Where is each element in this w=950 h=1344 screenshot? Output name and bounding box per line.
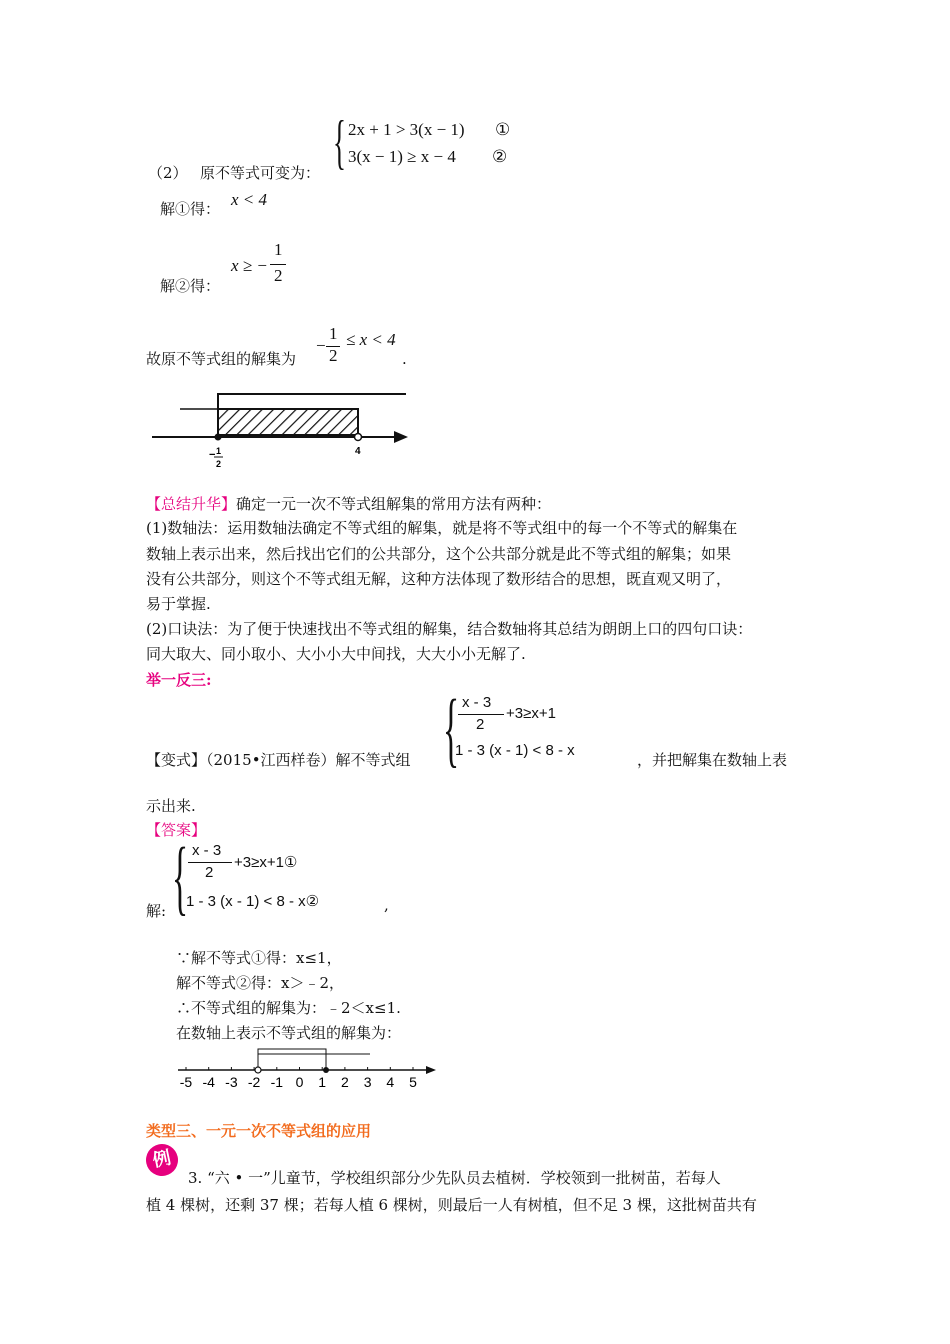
conclusion-numerator: 1 (329, 324, 338, 343)
solution-numerator: x - 3 (192, 842, 222, 859)
tick-label: 0 (295, 1074, 304, 1090)
answer-tag: 【答案】 (146, 821, 207, 839)
tick-label: 4 (386, 1074, 395, 1090)
solve-1-label: 解①得： (160, 200, 221, 218)
solution-fraction-bar (188, 862, 232, 863)
summary-block (146, 493, 551, 514)
tick-label: -3 (225, 1074, 238, 1090)
summary-tag: 【总结升华】 (146, 495, 237, 513)
solution-hatch-region (218, 409, 358, 435)
conclusion-label: 故原不等式组的解集为 (146, 350, 297, 368)
tick-label: -1 (270, 1074, 284, 1090)
conclusion-denominator: 2 (329, 346, 338, 365)
conclusion-period: . (402, 350, 407, 368)
system-brace: { (333, 109, 346, 175)
solve-2-label: 解②得： (160, 277, 221, 295)
inequality-2-tag: ② (492, 147, 508, 166)
tick-label: -5 (179, 1074, 193, 1090)
conclusion-minus: − (316, 336, 326, 355)
tick-label: 5 (409, 1074, 417, 1090)
part-label: （2） (148, 164, 188, 182)
solve-2-fraction-bar (270, 264, 286, 265)
variant-after: ，并把解集在数轴上表 (637, 751, 788, 769)
tick-label-numerator: 1 (216, 446, 222, 456)
closed-endpoint (215, 434, 222, 441)
problem-line-1: 3. “六 • 一”儿童节，学校组织部分少先队员去植树．学校领到一批树苗，若每人 (188, 1169, 721, 1187)
variant-line2: 1 - 3 (x - 1) < 8 - x (455, 742, 575, 759)
variant-fraction-bar (458, 714, 504, 715)
solve-2-lhs: x ≥ − (231, 256, 268, 275)
open-dot-minus-2 (255, 1067, 261, 1073)
variant-numerator: x - 3 (462, 694, 492, 711)
type3-heading: 类型三、一元一次不等式组的应用 (146, 1122, 372, 1140)
practice-heading: 举一反三: (146, 671, 212, 689)
step-3: ∴不等式组的解集为：﹣2＜x≤1. (176, 999, 401, 1017)
solution-bracket-2 (258, 1049, 326, 1070)
summary-intro: 确定一元一次不等式组解集的常用方法有两种： (236, 495, 552, 513)
number-line-2 (176, 1040, 446, 1090)
variant-line (146, 749, 411, 770)
solve-1-result: x < 4 (231, 190, 268, 209)
tick-label-4: 4 (355, 446, 361, 457)
step-4: 在数轴上表示不等式组的解集为： (176, 1024, 402, 1042)
tick-label: 2 (341, 1074, 349, 1090)
step-1: ∵解不等式①得：x≤1， (176, 949, 342, 967)
tick-label-minus: − (209, 449, 216, 461)
tick-label: -2 (247, 1074, 261, 1090)
axis-arrow-2 (426, 1066, 436, 1074)
tick-label: 3 (363, 1074, 372, 1090)
variant-line1-rest: +3≥x+1 (506, 705, 556, 722)
tick-label: 1 (318, 1074, 327, 1090)
problem-line-2: 植 4 棵树，还剩 37 棵；若每人植 6 棵树，则最后一人有树植，但不足 3 棵，这批树苗共有 (146, 1196, 757, 1214)
solve-2-numerator: 1 (274, 240, 283, 259)
variant-continue: 示出来. (146, 797, 196, 815)
summary-line-1: (1)数轴法：运用数轴法确定不等式组的解集，就是将不等式组中的每一个不等式的解集在 (146, 519, 738, 537)
solution-comma: , (384, 896, 389, 914)
step-2: 解不等式②得：x＞﹣2， (176, 974, 345, 992)
summary-line-2: 数轴上表示出来，然后找出它们的公共部分，这个公共部分就是此不等式组的解集；如果 (146, 545, 732, 563)
summary-line-5: (2)口诀法：为了便于快速找出不等式组的解集，结合数轴将其总结为朗朗上口的四句口诀： (146, 620, 753, 638)
tick-label-denominator: 2 (216, 459, 222, 469)
summary-line-4: 易于掌握. (146, 595, 211, 613)
number-line-1 (150, 385, 415, 475)
summary-line-3: 没有公共部分，则这个不等式组无解，这种方法体现了数形结合的思想，既直观又明了， (146, 570, 732, 588)
summary-line-6: 同大取大、同小取小、大小小大中间找，大大小小无解了. (146, 645, 526, 663)
axis-arrow (394, 431, 408, 443)
solve-2-denominator: 2 (274, 266, 283, 285)
variant-denominator: 2 (476, 716, 485, 733)
open-endpoint (355, 434, 362, 441)
solution-label: 解: (146, 902, 167, 920)
variant-tag: 【变式】 (146, 751, 207, 769)
tick-label: -4 (202, 1074, 215, 1090)
solution-brace: { (172, 831, 189, 924)
variant-text: （2015•江西样卷）解不等式组 (206, 751, 411, 769)
inequality-2: 3(x − 1) ≥ x − 4 (348, 147, 456, 166)
conclusion-rest: ≤ x < 4 (346, 330, 396, 349)
inequality-1-tag: ① (495, 120, 511, 139)
inequality-1: 2x + 1 > 3(x − 1) (348, 120, 465, 139)
variant-brace: { (443, 683, 460, 776)
solution-line1-rest: +3≥x+1① (234, 854, 298, 871)
part-intro: 原不等式可变为： (200, 164, 321, 182)
solution-denominator: 2 (205, 864, 214, 881)
example-badge: 例 (143, 1141, 181, 1179)
solution-line2: 1 - 3 (x - 1) < 8 - x② (186, 893, 320, 910)
closed-dot-1 (323, 1067, 329, 1073)
